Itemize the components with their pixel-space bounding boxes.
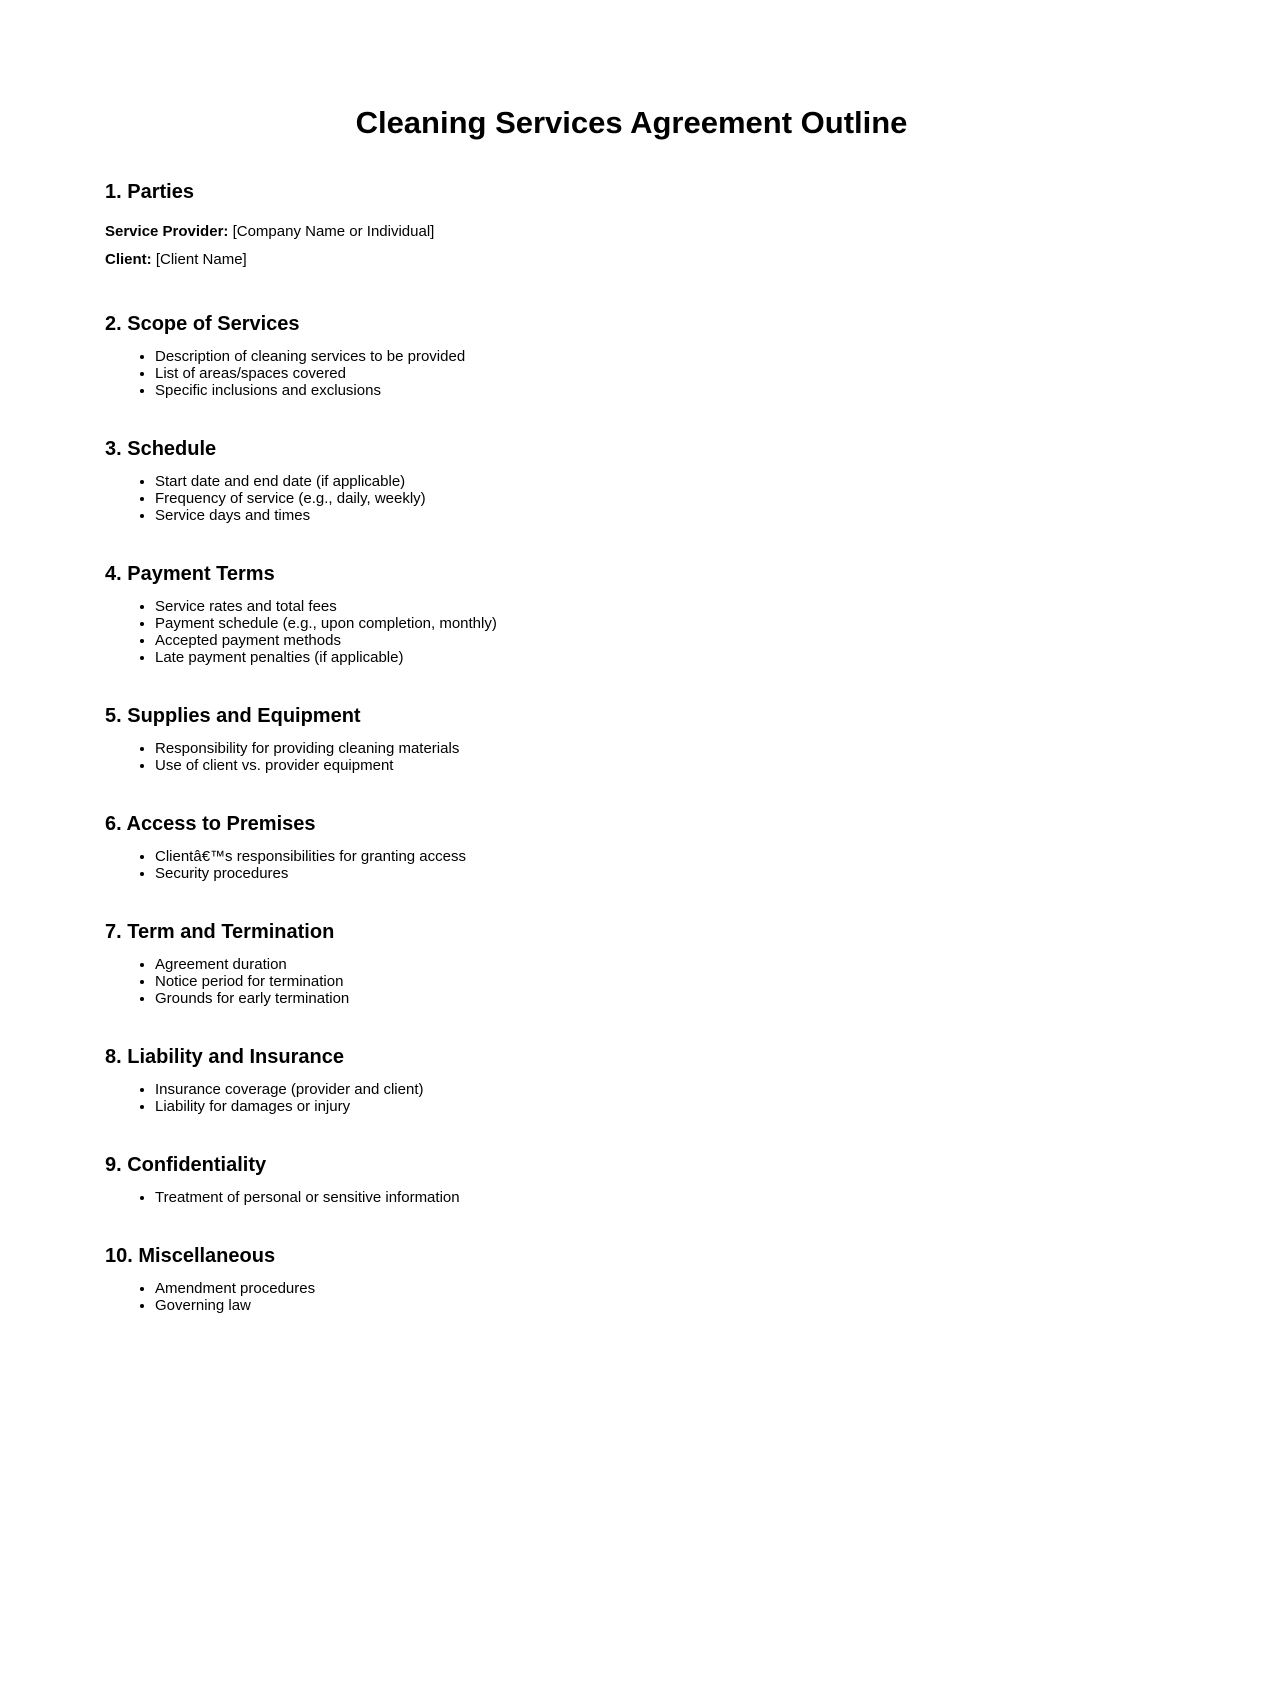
field-lines: [105, 218, 1158, 274]
document-section: [105, 704, 1158, 774]
section-heading: 6. Access to Premises: [105, 813, 316, 835]
bullet-item: • Liability for damages or injury: [155, 1098, 1158, 1115]
bullet-item: • Start date and end date (if applicable): [155, 473, 1158, 490]
document-title: Cleaning Services Agreement Outline: [355, 105, 908, 140]
bullet-item: • Governing law: [155, 1297, 1158, 1314]
field-label: Client:: [105, 251, 152, 268]
field-line: [105, 218, 1158, 246]
section-heading: 3. Schedule: [105, 438, 217, 460]
bullet-item: • Accepted payment methods: [155, 632, 1158, 649]
bullet-item: • Service days and times: [155, 507, 1158, 524]
sections: [105, 180, 1158, 1314]
document-section: [105, 1153, 1158, 1206]
section-heading: 5. Supplies and Equipment: [105, 705, 361, 727]
section-heading: 8. Liability and Insurance: [105, 1046, 344, 1068]
bullet-item: • Treatment of personal or sensitive information: [155, 1189, 1158, 1206]
section-heading: 7. Term and Termination: [105, 921, 335, 943]
section-heading: 2. Scope of Services: [105, 313, 300, 335]
document-section: [105, 312, 1158, 399]
bullet-item: • Grounds for early termination: [155, 990, 1158, 1007]
section-bullet-list: [105, 740, 1158, 774]
section-bullet-list: [105, 1280, 1158, 1314]
bullet-item: • Responsibility for providing cleaning materials: [155, 740, 1158, 757]
section-bullet-list: [105, 348, 1158, 399]
section-bullet-list: [105, 848, 1158, 882]
section-heading: 1. Parties: [105, 181, 194, 203]
document-section: [105, 1244, 1158, 1314]
document-section: [105, 812, 1158, 882]
bullet-item: • Notice period for termination: [155, 973, 1158, 990]
bullet-item: • Use of client vs. provider equipment: [155, 757, 1158, 774]
document-section: [105, 437, 1158, 524]
field-line: [105, 246, 1158, 274]
bullet-item: • Insurance coverage (provider and client): [155, 1081, 1158, 1098]
section-heading: 4. Payment Terms: [105, 563, 275, 585]
bullet-item: • Payment schedule (e.g., upon completion, monthly): [155, 615, 1158, 632]
document-section: [105, 1045, 1158, 1115]
field-label: Service Provider:: [105, 223, 229, 240]
bullet-item: • Specific inclusions and exclusions: [155, 382, 1158, 399]
section-bullet-list: [105, 473, 1158, 524]
bullet-item: • List of areas/spaces covered: [155, 365, 1158, 382]
section-bullet-list: [105, 598, 1158, 666]
bullet-item: • Amendment procedures: [155, 1280, 1158, 1297]
bullet-item: • Service rates and total fees: [155, 598, 1158, 615]
section-bullet-list: [105, 956, 1158, 1007]
bullet-item: • Late payment penalties (if applicable): [155, 649, 1158, 666]
section-bullet-list: [105, 1189, 1158, 1206]
field-value: [Company Name or Individual]: [232, 223, 435, 240]
document-section: [105, 562, 1158, 666]
field-value: [Client Name]: [155, 251, 247, 268]
document-section: [105, 920, 1158, 1007]
document-section: [105, 180, 1158, 274]
section-heading: 10. Miscellaneous: [105, 1245, 276, 1267]
bullet-item: • Agreement duration: [155, 956, 1158, 973]
bullet-item: • Security procedures: [155, 865, 1158, 882]
bullet-item: • Frequency of service (e.g., daily, weekly): [155, 490, 1158, 507]
section-heading: 9. Confidentiality: [105, 1154, 267, 1176]
bullet-item: • Description of cleaning services to be provided: [155, 348, 1158, 365]
bullet-item: • Clientâ€™s responsibilities for granting access: [155, 848, 1158, 865]
section-bullet-list: [105, 1081, 1158, 1115]
